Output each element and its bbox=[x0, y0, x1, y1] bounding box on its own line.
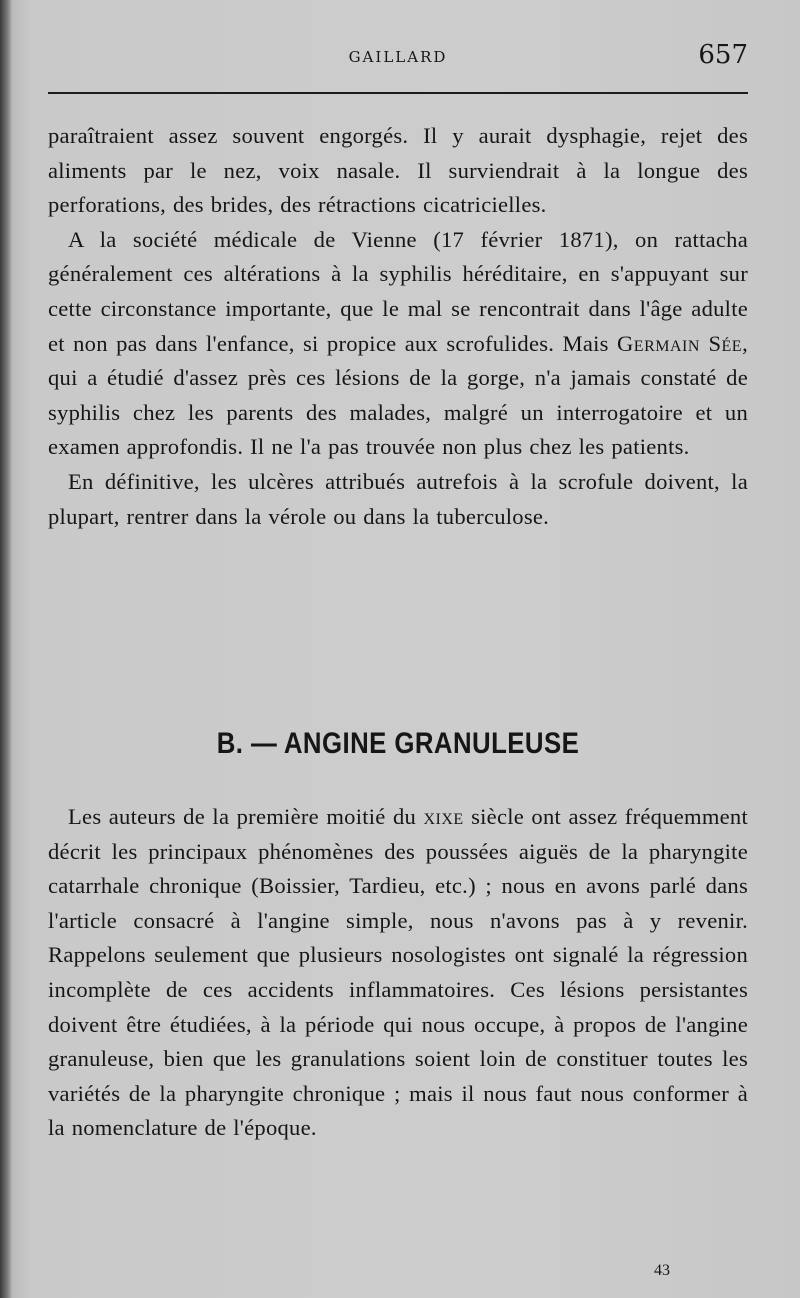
text-run: Les auteurs de la première moitié du bbox=[68, 804, 424, 829]
binding-shadow bbox=[0, 0, 12, 1298]
text-block-upper bbox=[48, 119, 748, 534]
section-heading: B. — ANGINE GRANULEUSE bbox=[216, 727, 580, 760]
paragraph: En définitive, les ulcères attribués autrefois à la scrofule doivent, la plupart, rentrer dans la vérole ou dans la tuberculose. bbox=[48, 468, 748, 529]
text-run: A la société médicale de Vienne (17 février 1871), on rattacha généralement ces altérations à la syphilis héréditaire, en s'appuyant sur cette circonstance importante, que le mal se rencontrait dans l'âge adulte et non pas dans l'enfance, si propice aux scrofulides. Mais bbox=[48, 226, 748, 356]
author-name: Germain Sée bbox=[616, 330, 743, 356]
paragraph bbox=[48, 800, 748, 1146]
signature-mark: 43 bbox=[654, 1262, 670, 1279]
header-rule bbox=[48, 92, 748, 94]
text-run: , qui a étudié d'assez près ces lésions de la gorge, n'a jamais constaté de syphilis chez les parents des malades, malgré un interrogatoire et un examen approfondis. Il ne l'a pas trouvée non plus chez les patients. bbox=[48, 330, 748, 460]
running-title: GAILLARD bbox=[348, 48, 448, 66]
century-numeral: xixe bbox=[423, 804, 464, 829]
paragraph: paraîtraient assez souvent engorgés. Il y aurait dysphagie, rejet des aliments par le nez, voix nasale. Il surviendrait à la longue des perforations, des brides, des rétractions cicatricielles. bbox=[48, 123, 748, 218]
running-head bbox=[48, 40, 748, 80]
paragraph bbox=[48, 223, 748, 465]
text-run: siècle ont assez fréquemment décrit les principaux phénomènes des poussées aiguës de la pharyngite catarrhale chronique (Boissier, Tardieu, etc.) ; nous en avons parlé dans l'article consacré à l'angine simple, nous n'avons pas à y revenir. Rappelons seulement que plusieurs nosologistes ont signalé la régression incomplète de ces accidents inflammatoires. Ces lésions persistantes doivent être étudiées, à la période qui nous occupe, à propos de l'angine granuleuse, bien que les granulations soient loin de constituer toutes les variétés de la pharyngite chronique ; mais il nous faut nous conformer à la nomenclature de l'époque. bbox=[48, 804, 748, 1141]
page-number: 657 bbox=[698, 40, 748, 70]
text-block-lower bbox=[48, 800, 748, 1146]
